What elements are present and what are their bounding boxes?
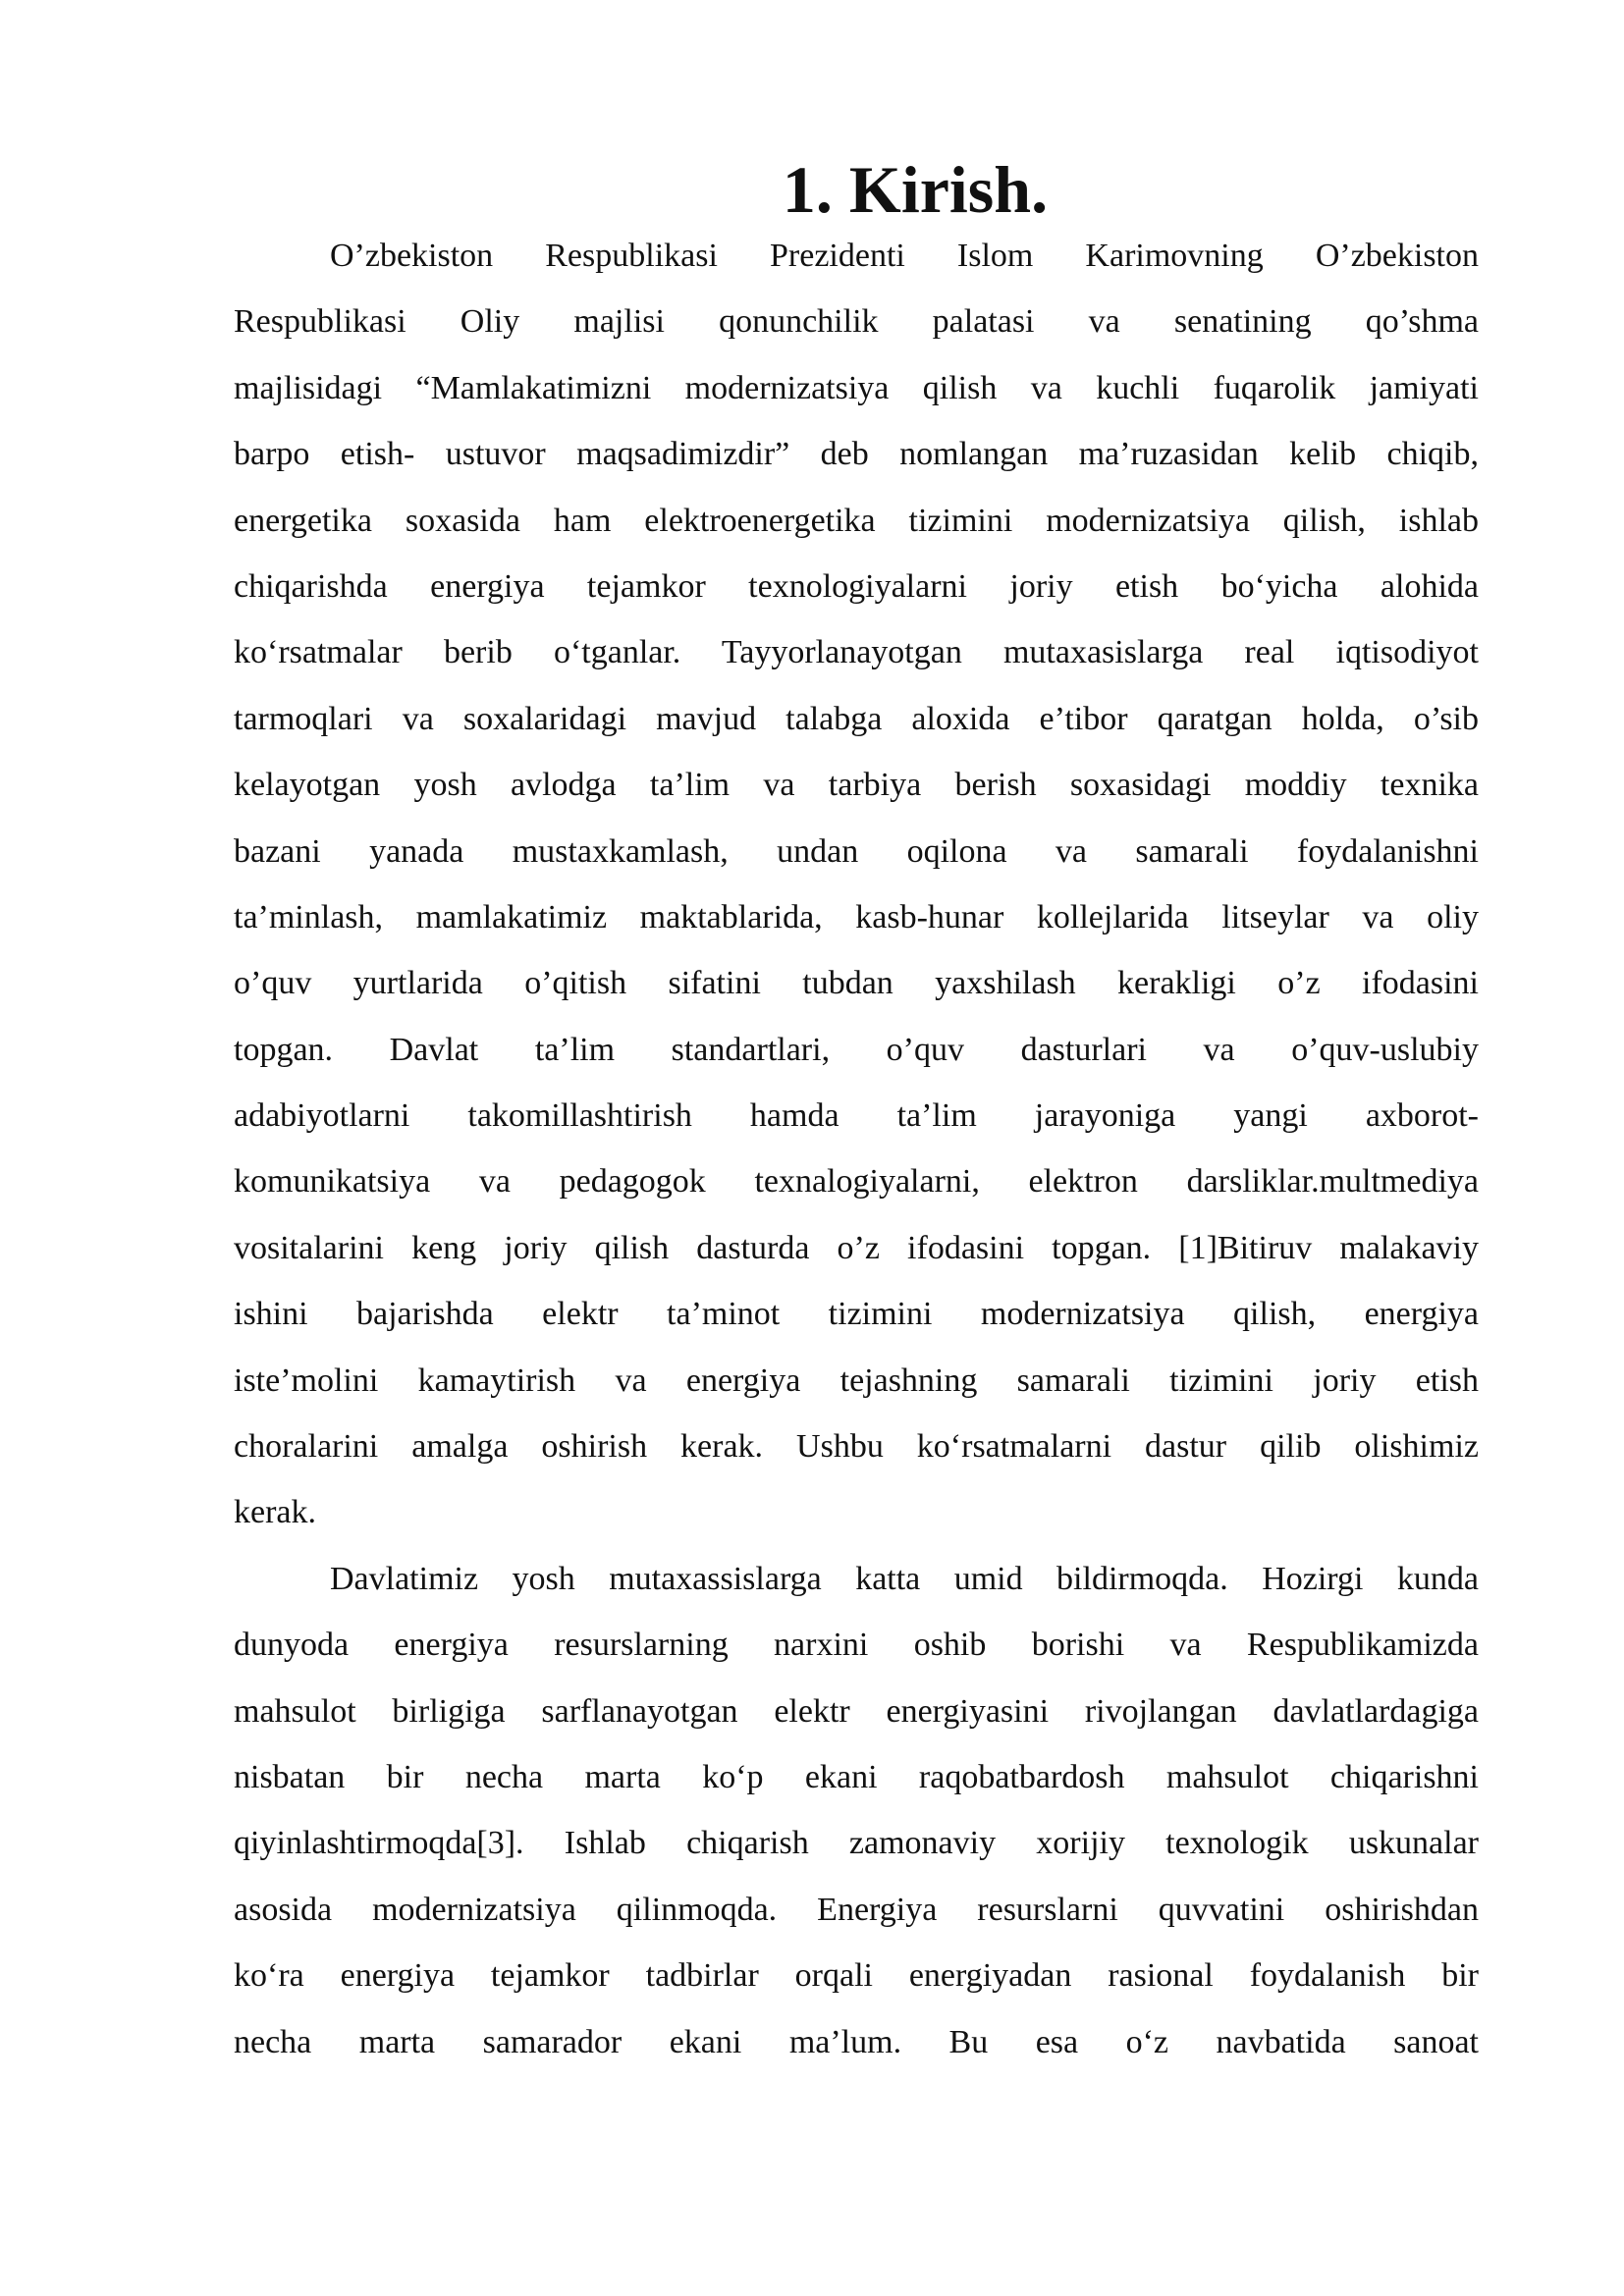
text-line: Respublikasi Oliy majlisi qonunchilik palatasi va senatining qo’shma <box>234 303 1479 341</box>
text-line: tarmoqlari va soxalaridagi mavjud talabga aloxida e’tibor qaratgan holda, o’sib <box>234 700 1479 737</box>
text-line: necha marta samarador ekani ma’lum. Bu esa o‘z navbatida sanoat <box>234 2023 1479 2060</box>
text-line: asosida modernizatsiya qilinmoqda. Energiya resurslarni quvvatini oshirishdan <box>234 1891 1479 1928</box>
paragraph-intro <box>234 223 1479 1546</box>
text-line: komunikatsiya va pedagogok texnalogiyalarni, elektron darsliklar.multmediya <box>234 1163 1479 1201</box>
text-line: ko‘ra energiya tejamkor tadbirlar orqali energiyadan rasional foydalanish bir <box>234 1957 1479 1995</box>
text-line: ishini bajarishda elektr ta’minot tizimini modernizatsiya qilish, energiya <box>234 1296 1479 1333</box>
text-line: barpo etish- ustuvor maqsadimizdir” deb nomlangan ma’ruzasidan kelib chiqib, <box>234 436 1479 473</box>
text-line: bazani yanada mustaxkamlash, undan oqilona va samarali foydalanishni <box>234 832 1479 870</box>
text-line: dunyoda energiya resurslarning narxini oshib borishi va Respublikamizda <box>234 1627 1479 1664</box>
paragraph-second <box>234 1546 1479 2075</box>
section-heading: 1. Kirish. <box>782 152 1049 227</box>
text-line: Davlatimiz yosh mutaxassislarga katta umid bildirmoqda. Hozirgi kunda <box>330 1560 1479 1597</box>
text-line: choralarini amalga oshirish kerak. Ushbu ko‘rsatmalarni dastur qilib olishimiz <box>234 1428 1479 1466</box>
text-line: majlisidagi “Mamlakatimizni modernizatsiya qilish va kuchli fuqarolik jamiyati <box>234 369 1479 406</box>
text-line: O’zbekiston Respublikasi Prezidenti Islom Karimovning O’zbekiston <box>330 238 1479 274</box>
text-line: qiyinlashtirmoqda[3]. Ishlab chiqarish zamonaviy xorijiy texnologik uskunalar <box>234 1825 1479 1862</box>
text-line: mahsulot birligiga sarflanayotgan elektr energiyasini rivojlangan davlatlardagiga <box>234 1692 1479 1730</box>
text-line: kelayotgan yosh avlodga ta’lim va tarbiya berish soxasidagi moddiy texnika <box>234 767 1479 804</box>
text-line: kerak. <box>234 1494 317 1531</box>
text-line: ta’minlash, mamlakatimiz maktablarida, kasb-hunar kollejlarida litseylar va oliy <box>234 898 1479 935</box>
text-line: iste’molini kamaytirish va energiya tejashning samarali tizimini joriy etish <box>234 1362 1479 1399</box>
text-line: ko‘rsatmalar berib o‘tganlar. Tayyorlanayotgan mutaxasislarga real iqtisodiyot <box>234 634 1479 671</box>
document-body <box>234 152 1479 2075</box>
text-line: nisbatan bir necha marta ko‘p ekani raqobatbardosh mahsulot chiqarishni <box>234 1758 1479 1795</box>
text-line: adabiyotlarni takomillashtirish hamda ta’lim jarayoniga yangi axborot- <box>234 1097 1479 1135</box>
text-line: o’quv yurtlarida o’qitish sifatini tubdan yaxshilash kerakligi o’z ifodasini <box>234 965 1479 1002</box>
text-line: topgan. Davlat ta’lim standartlari, o’quv dasturlari va o’quv-uslubiy <box>234 1031 1479 1068</box>
text-line: vositalarini keng joriy qilish dasturda o’z ifodasini topgan. [1]Bitiruv malakaviy <box>234 1229 1479 1266</box>
text-line: chiqarishda energiya tejamkor texnologiyalarni joriy etish bo‘yicha alohida <box>234 567 1479 605</box>
text-line: energetika soxasida ham elektroenergetika tizimini modernizatsiya qilish, ishlab <box>234 502 1479 539</box>
